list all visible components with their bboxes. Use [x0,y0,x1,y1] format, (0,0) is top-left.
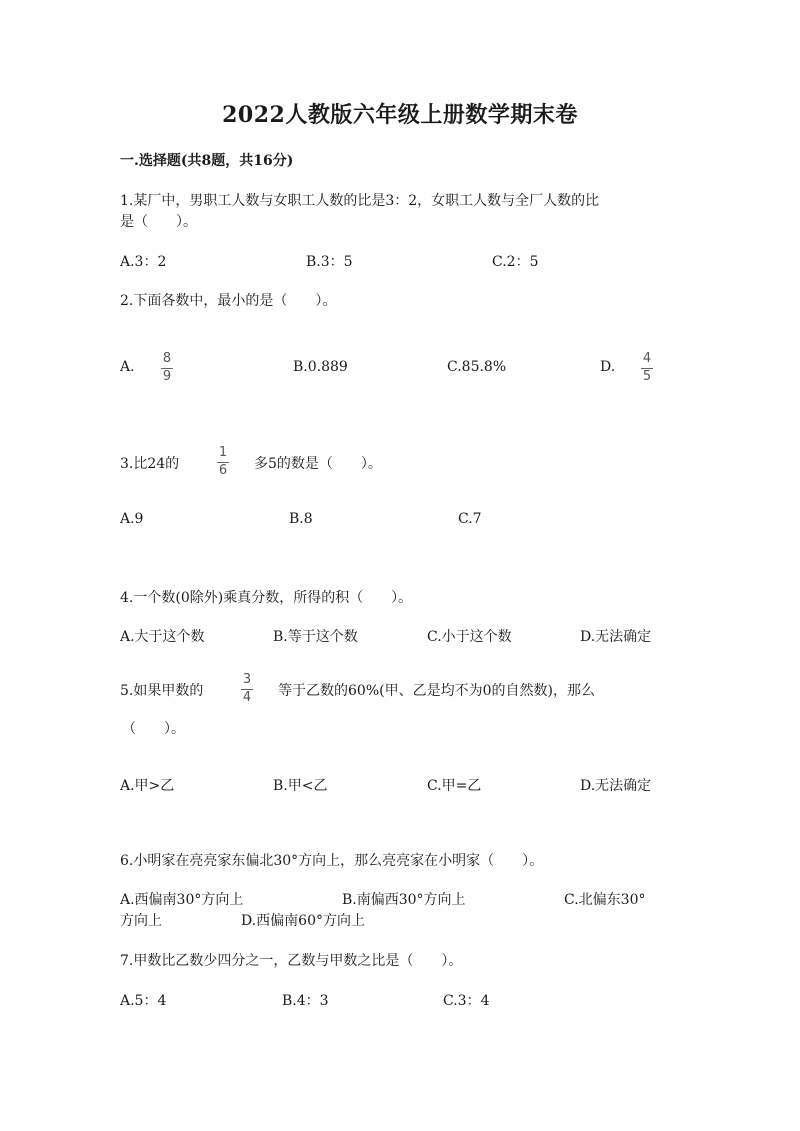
question-4-option-c: C.小于这个数 [427,629,512,645]
question-1-option-c: C.2：5 [492,254,539,270]
section-heading: 一.选择题(共8题，共16分) [120,153,294,169]
question-7-text: 7.甲数比乙数少四分之一，乙数与甲数之比是（ ）。 [120,953,463,969]
fraction-numerator: 1 [218,445,228,460]
question-1-line-1: 1.某厂中，男职工人数与女职工人数的比是3：2，女职工人数与全厂人数的比 [120,193,600,209]
question-5-option-b: B.甲<乙 [273,778,328,794]
question-5-text-start: 5.如果甲数的 [120,683,204,699]
question-6-option-c-continued: 方向上 [120,913,162,929]
question-5-option-d: D.无法确定 [580,778,652,794]
question-1-option-a: A.3：2 [120,254,167,270]
fraction-numerator: 4 [642,351,652,366]
question-3-fraction [217,446,229,478]
fraction-denominator: 9 [162,369,172,384]
question-5-fraction [241,673,253,705]
question-2-option-c: C.85.8% [447,359,507,375]
question-3-text-end: 多5的数是（ ）。 [254,456,382,472]
fraction-numerator: 3 [242,672,252,687]
question-6-option-a: A.西偏南30°方向上 [120,892,244,908]
question-6-text: 6.小明家在亮亮家东偏北30°方向上，那么亮亮家在小明家（ ）。 [120,853,544,869]
question-4-option-a: A.大于这个数 [120,629,205,645]
question-3-option-c: C.7 [458,511,482,527]
question-2-option-a-label: A. [120,359,135,375]
question-5-option-c: C.甲=乙 [427,778,482,794]
question-4-text: 4.一个数(0除外)乘真分数，所得的积（ ）。 [120,590,413,606]
question-7-option-a: A.5：4 [120,993,167,1009]
page-title: 2022人教版六年级上册数学期末卷 [222,102,578,128]
fraction-numerator: 8 [162,351,172,366]
question-5-option-a: A.甲>乙 [120,778,175,794]
question-4-option-b: B.等于这个数 [273,629,358,645]
question-5-line-2: （ ）。 [122,721,185,737]
question-2-option-d-label: D. [600,359,616,375]
question-6-option-c: C.北偏东30° [564,892,646,908]
question-1-line-2: 是（ ）。 [120,214,197,230]
fraction-denominator: 4 [242,690,252,705]
fraction-denominator: 6 [218,463,228,478]
question-3-option-a: A.9 [120,511,144,527]
question-2-option-d-fraction [641,352,653,384]
question-4-option-d: D.无法确定 [580,629,652,645]
question-2-option-a-fraction [161,352,173,384]
fraction-denominator: 5 [642,369,652,384]
question-7-option-b: B.4：3 [282,993,329,1009]
question-2-text: 2.下面各数中，最小的是（ ）。 [120,293,337,309]
question-2-option-b: B.0.889 [293,359,348,375]
question-5-text-end: 等于乙数的60%(甲、乙是均不为0的自然数)，那么 [278,683,595,699]
question-3-option-b: B.8 [289,511,313,527]
question-3-text-start: 3.比24的 [120,456,180,472]
question-6-option-b: B.南偏西30°方向上 [342,892,466,908]
question-1-option-b: B.3：5 [306,254,353,270]
question-6-option-d: D.西偏南60°方向上 [241,913,365,929]
question-7-option-c: C.3：4 [443,993,490,1009]
